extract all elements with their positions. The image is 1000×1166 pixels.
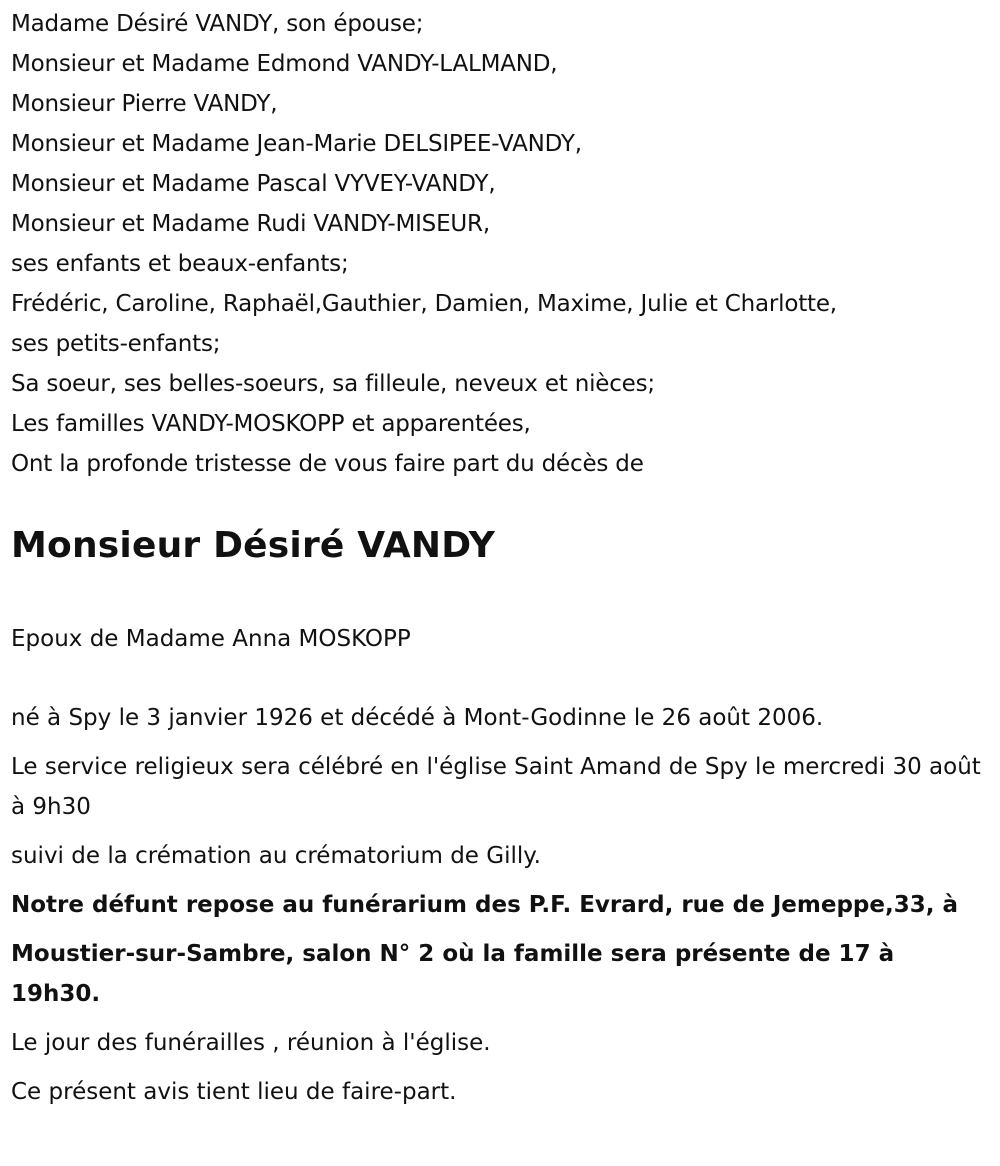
- family-line: Monsieur et Madame Pascal VYVEY-VANDY,: [11, 171, 496, 197]
- family-line: Ont la profonde tristesse de vous faire part du décès de: [11, 451, 644, 477]
- family-line: Frédéric, Caroline, Raphaël,Gauthier, Damien, Maxime, Julie et Charlotte,: [11, 291, 837, 317]
- funeral-details: [11, 698, 986, 1121]
- cremation-line: suivi de la crémation au crématorium de Gilly.: [11, 843, 541, 869]
- family-line: ses enfants et beaux-enfants;: [11, 251, 349, 277]
- service-line: Le service religieux sera célébré en l'église Saint Amand de Spy le mercredi 30 août à 9h30: [11, 754, 981, 820]
- deceased-name: Monsieur Désiré VANDY: [11, 525, 495, 566]
- family-line: Madame Désiré VANDY, son épouse;: [11, 11, 424, 37]
- family-line: Monsieur et Madame Rudi VANDY-MISEUR,: [11, 211, 490, 237]
- funeral-home-salon-line: Moustier-sur-Sambre, salon N° 2 où la famille sera présente de 17 à 19h30.: [11, 941, 895, 1007]
- family-line: Monsieur et Madame Jean-Marie DELSIPEE-VANDY,: [11, 131, 582, 157]
- meeting-line: Le jour des funérailles , réunion à l'église.: [11, 1030, 491, 1056]
- family-line: ses petits-enfants;: [11, 331, 221, 357]
- family-line: Sa soeur, ses belles-soeurs, sa filleule, neveux et nièces;: [11, 371, 655, 397]
- family-line: Monsieur et Madame Edmond VANDY-LALMAND,: [11, 51, 558, 77]
- family-line: Monsieur Pierre VANDY,: [11, 91, 278, 117]
- death-notice: [11, 4, 986, 1105]
- spouse-line: Epoux de Madame Anna MOSKOPP: [11, 626, 411, 652]
- family-line: Les familles VANDY-MOSKOPP et apparentées,: [11, 411, 531, 437]
- funeral-home-line: Notre défunt repose au funérarium des P.F. Evrard, rue de Jemeppe,33, à: [11, 892, 958, 918]
- family-list: [11, 4, 986, 484]
- birth-death-line: né à Spy le 3 janvier 1926 et décédé à Mont-Godinne le 26 août 2006.: [11, 705, 824, 731]
- notice-line: Ce présent avis tient lieu de faire-part.: [11, 1079, 457, 1105]
